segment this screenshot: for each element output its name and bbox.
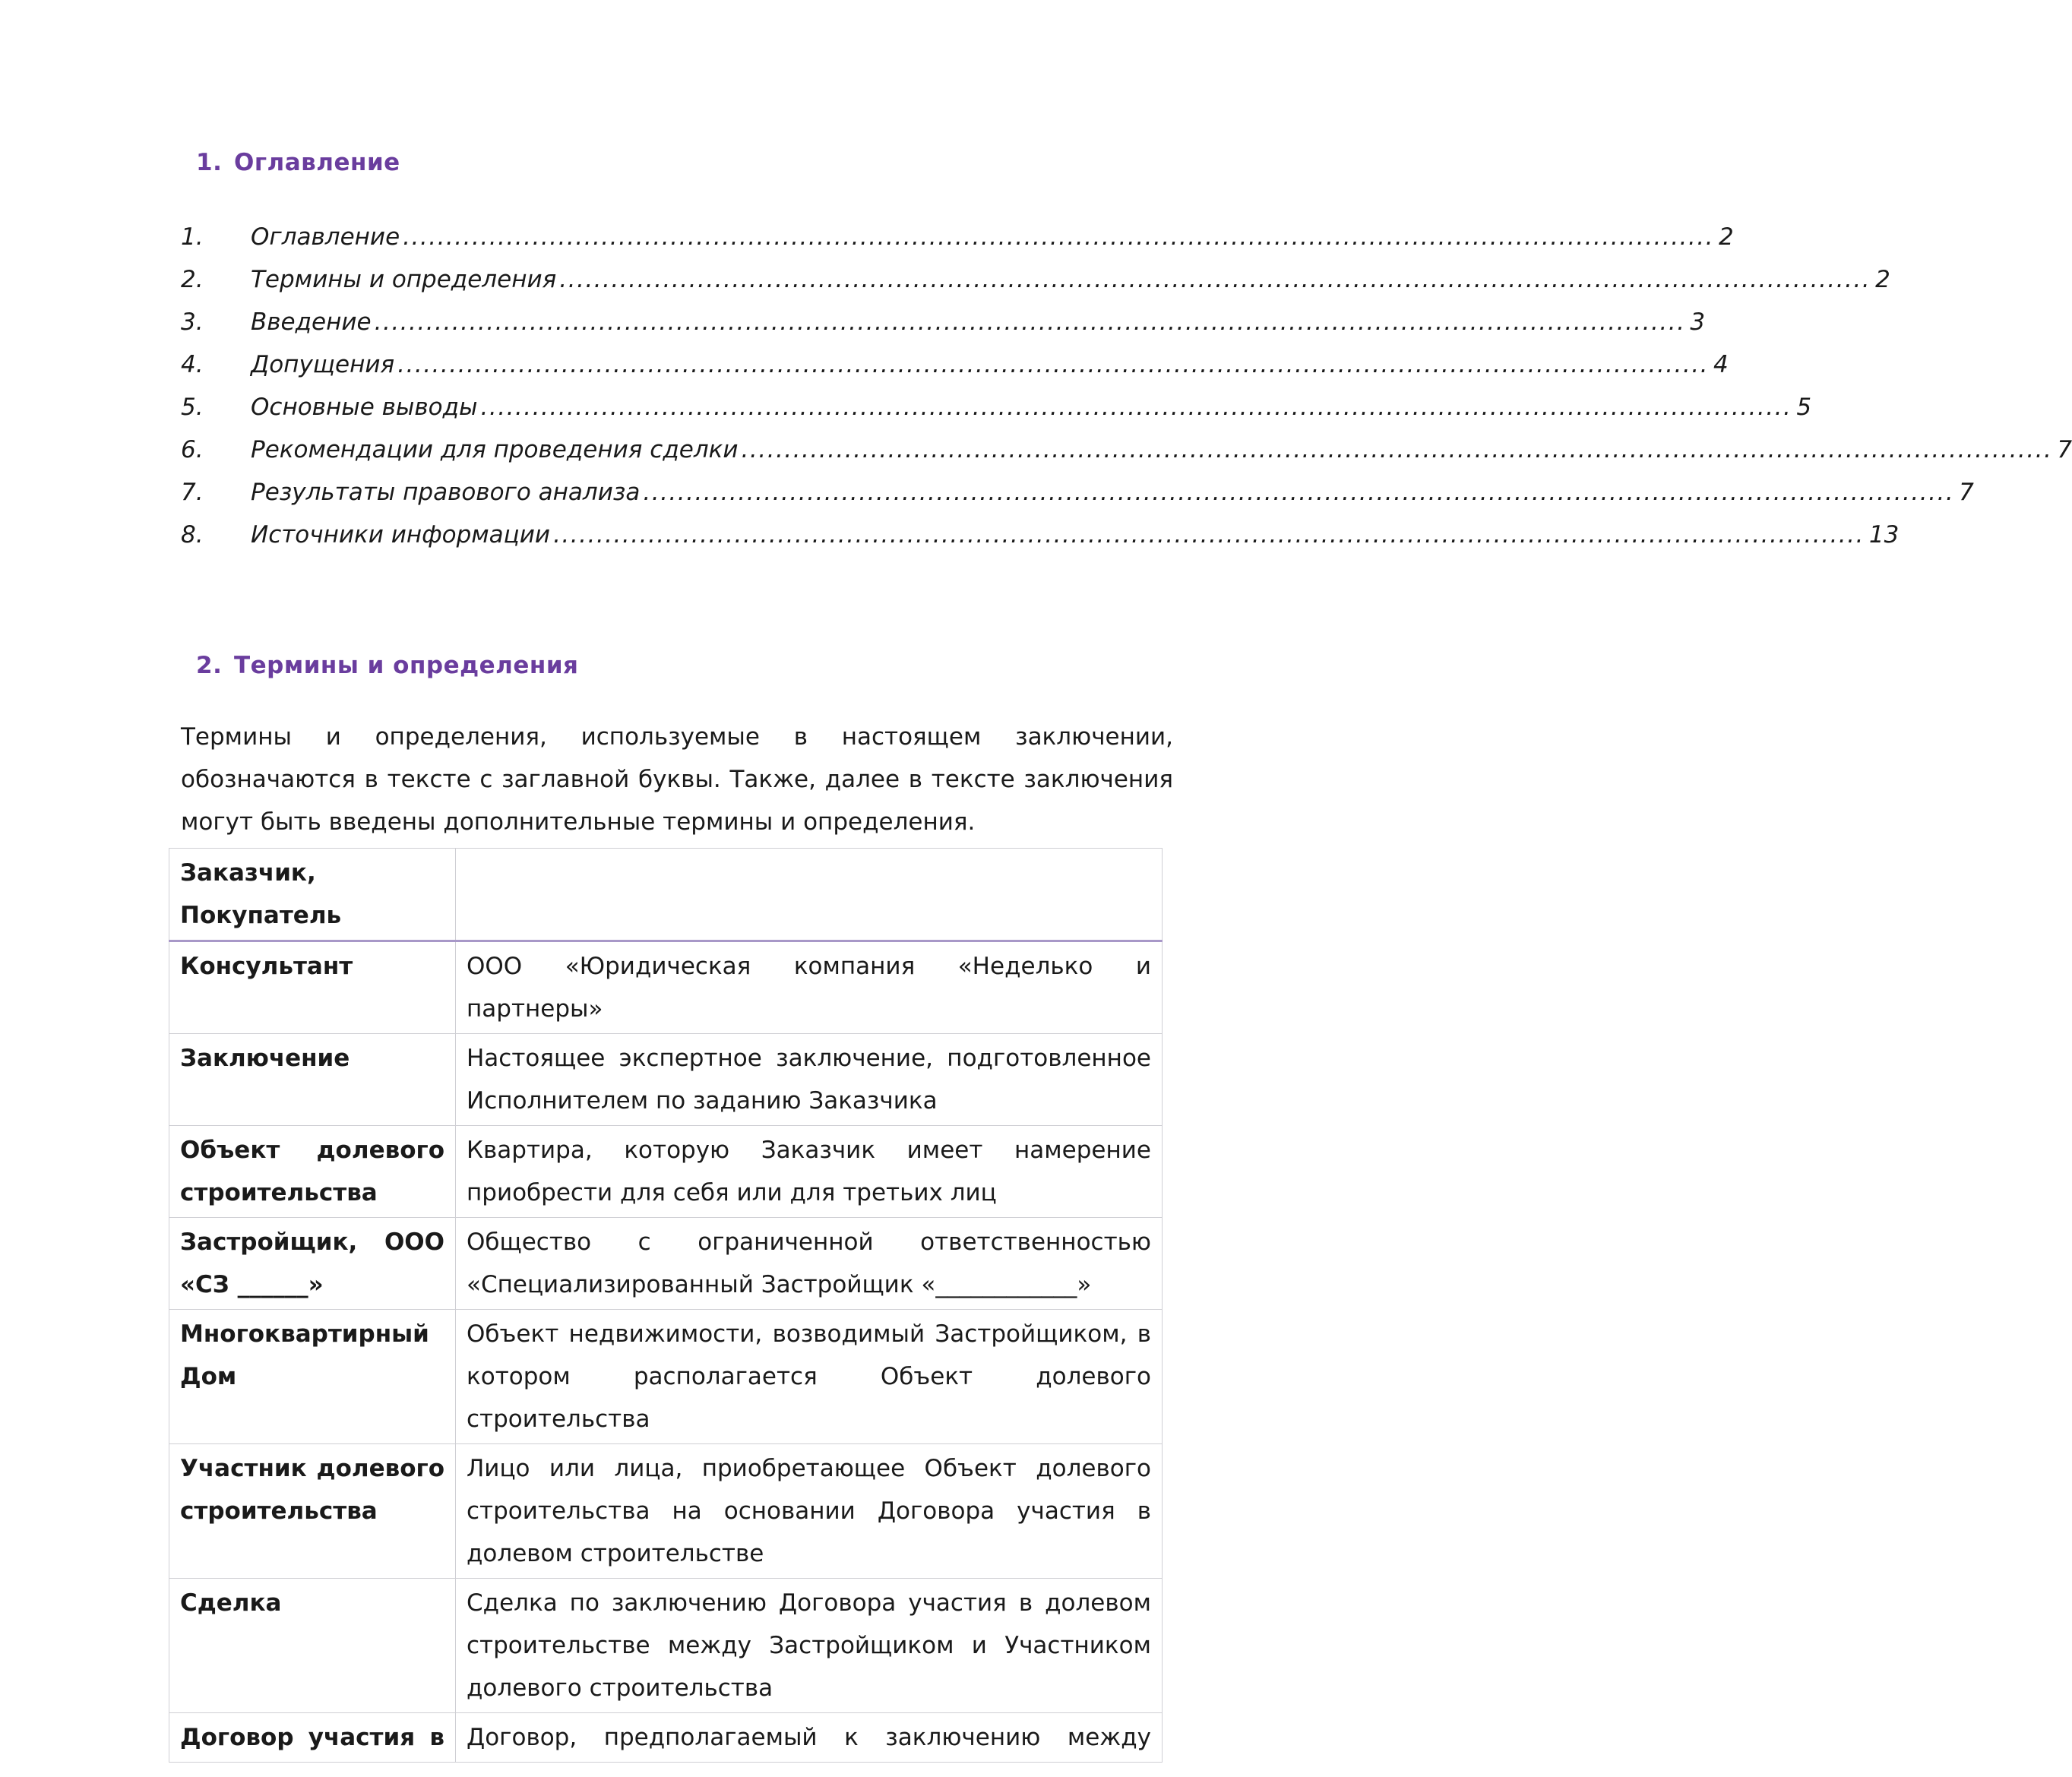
table-row [169, 1579, 1163, 1713]
toc-leader: ........................................................................................................................................................ [397, 351, 1709, 378]
toc-leader: ........................................................................................................................................................ [559, 266, 1871, 293]
toc-number: 5. [181, 394, 204, 421]
section-number: 1. [196, 149, 223, 176]
toc-entry[interactable] [181, 428, 2072, 471]
definition-cell: Настоящее экспертное заключение, подготовленное Исполнителем по заданию Заказчика [456, 1034, 1163, 1126]
toc-page-number: 2 [1875, 266, 1890, 293]
toc-page-number: 5 [1796, 394, 1812, 421]
toc-title: Источники информации [251, 521, 551, 549]
toc-title: Допущения [251, 351, 395, 378]
definition-cell: Объект недвижимости, возводимый Застройщиком, в котором располагается Объект долевого строительства [456, 1310, 1163, 1444]
toc-page-number: 13 [1868, 521, 1900, 549]
table-row [169, 1310, 1163, 1444]
toc-entry[interactable] [181, 514, 1900, 556]
toc-number: 6. [181, 436, 204, 463]
table-of-contents [181, 216, 2072, 556]
table-row [169, 1034, 1163, 1126]
toc-entry[interactable] [181, 258, 1890, 301]
definition-cell: ООО «Юридическая компания «Неделько и партнеры» [456, 941, 1163, 1034]
table-row [169, 941, 1163, 1034]
toc-title: Рекомендации для проведения сделки [251, 436, 739, 463]
toc-entry[interactable] [181, 343, 1729, 386]
section-number: 2. [196, 652, 223, 679]
section-title: Термины и определения [234, 652, 579, 679]
toc-number: 7. [181, 479, 204, 506]
toc-number: 1. [181, 223, 204, 251]
toc-leader: ........................................................................................................................................................ [480, 394, 1792, 421]
toc-leader: ........................................................................................................................................................ [643, 479, 1955, 506]
intro-paragraph: Термины и определения, используемые в настоящем заключении, обозначаются в тексте с заглавной буквы. Также, далее в тексте заключения могут быть введены дополнительные термины и определения. [181, 723, 1173, 836]
toc-page-number: 4 [1713, 351, 1729, 378]
table-row [169, 1713, 1163, 1763]
definition-cell: Общество с ограниченной ответственностью «Специализированный Застройщик «____________» [456, 1218, 1163, 1310]
table-row [169, 1444, 1163, 1579]
toc-page-number: 2 [1718, 223, 1734, 251]
definition-cell: Договор, предполагаемый к заключению между [456, 1713, 1163, 1763]
toc-entry[interactable] [181, 301, 1706, 343]
toc-number: 4. [181, 351, 204, 378]
term-cell: Участник долевого строительства [169, 1444, 456, 1579]
toc-title: Основные выводы [251, 394, 478, 421]
definition-cell: Сделка по заключению Договора участия в долевом строительстве между Застройщиком и Участником долевого строительства [456, 1579, 1163, 1713]
term-cell: Договор участия в [169, 1713, 456, 1763]
table-row [169, 1218, 1163, 1310]
terms-table [169, 848, 1163, 1763]
toc-leader: ........................................................................................................................................................ [553, 521, 1865, 549]
section-title: Оглавление [234, 149, 400, 176]
toc-page-number: 7 [2057, 436, 2072, 463]
toc-title: Оглавление [251, 223, 400, 251]
term-cell: Сделка [169, 1579, 456, 1713]
definition-cell [456, 849, 1163, 941]
term-cell: Застройщик, ООО «СЗ ______» [169, 1218, 456, 1310]
table-row [169, 1126, 1163, 1218]
definition-cell: Квартира, которую Заказчик имеет намерение приобрести для себя или для третьих лиц [456, 1126, 1163, 1218]
toc-entry[interactable] [181, 471, 1974, 514]
toc-leader: ........................................................................................................................................................ [374, 308, 1686, 336]
toc-entry[interactable] [181, 216, 1734, 258]
definition-cell: Лицо или лица, приобретающее Объект долевого строительства на основании Договора участия в долевом строительстве [456, 1444, 1163, 1579]
table-row [169, 849, 1163, 941]
term-cell: Заказчик, Покупатель [169, 849, 456, 941]
section-heading-terms [196, 652, 578, 679]
toc-number: 3. [181, 308, 204, 336]
toc-leader: ........................................................................................................................................................ [403, 223, 1714, 251]
toc-number: 2. [181, 266, 204, 293]
section-heading-toc [196, 149, 400, 176]
term-cell: Многоквартирный Дом [169, 1310, 456, 1444]
toc-title: Термины и определения [251, 266, 557, 293]
toc-page-number: 3 [1690, 308, 1706, 336]
term-cell: Консультант [169, 941, 456, 1034]
term-cell: Объект долевого строительства [169, 1126, 456, 1218]
toc-page-number: 7 [1959, 479, 1974, 506]
toc-title: Результаты правового анализа [251, 479, 641, 506]
toc-entry[interactable] [181, 386, 1812, 428]
toc-number: 8. [181, 521, 204, 549]
toc-leader: ........................................................................................................................................................ [741, 436, 2053, 463]
toc-title: Введение [251, 308, 372, 336]
term-cell: Заключение [169, 1034, 456, 1126]
